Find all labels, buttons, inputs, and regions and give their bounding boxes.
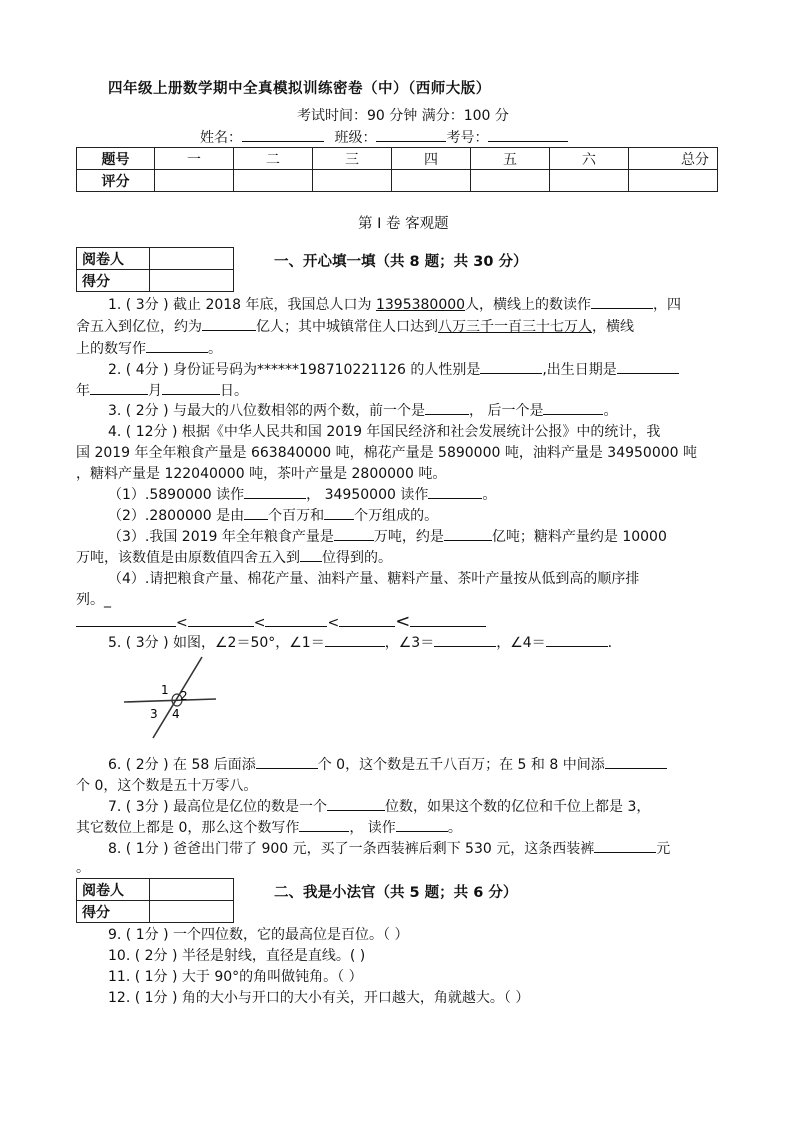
q3-text: 3. ( 2分 ) 与最大的八位数相邻的两个数，前一个是 — [108, 403, 425, 419]
question-7-line2 — [76, 818, 462, 839]
less-than: < — [176, 615, 188, 631]
less-than: < — [327, 615, 340, 631]
q7-text: ， 读作 — [349, 820, 396, 836]
q4-text: 万吨，约是 — [373, 529, 444, 545]
table-row — [77, 879, 234, 901]
q2-blank-gender[interactable] — [480, 360, 542, 374]
question-1-line3 — [76, 339, 222, 360]
table-cell: 二 — [234, 148, 313, 170]
q4-text: （2）.2800000 是由 — [108, 508, 245, 524]
table-row — [77, 270, 234, 292]
table-cell: 五 — [471, 148, 550, 170]
id-label: 考号： — [446, 130, 489, 146]
score-cell[interactable] — [471, 170, 550, 192]
table-cell: 评分 — [77, 170, 155, 192]
question-11: 11. ( 1分 ) 大于 90°的角叫做钝角。（ ） — [108, 969, 363, 985]
question-9: 9. ( 1分 ) 一个四位数，它的最高位是百位。（ ） — [108, 927, 409, 943]
question-6-line2: 个 0，这个数是五十万零八。 — [76, 778, 258, 794]
question-4-line1: 4. ( 12分 ) 根据《中华人民共和国 2019 年国民经济和社会发展统计公报》中的统计，我 — [108, 424, 661, 440]
question-4-line3: ，糖料产量是 122040000 吨，茶叶产量是 2800000 吨。 — [76, 466, 447, 482]
q7-blank-1[interactable] — [327, 797, 385, 811]
q2-text: 日。 — [220, 383, 248, 399]
student-info-line — [200, 127, 568, 147]
q4-text: 亿吨；糖料产量约是 10000 — [491, 529, 667, 545]
angle-label-3: 3 — [150, 707, 158, 721]
reviewer-cell[interactable] — [150, 879, 234, 901]
score-table — [76, 147, 718, 192]
q2-text: 2. ( 4分 ) 身份证号码为******198710221126 的人性别是 — [108, 362, 481, 378]
q8-text: 8. ( 1分 ) 爸爸出门带了 900 元，买了一条西装裤后剩下 530 元，这条西装裤 — [108, 841, 595, 857]
q7-blank-3[interactable] — [396, 818, 448, 832]
question-8-line1 — [108, 839, 670, 860]
q1-blank-1[interactable] — [591, 295, 653, 309]
q4-order-blank-1[interactable] — [76, 613, 176, 627]
q1-number: 1395380000 — [375, 297, 466, 313]
name-label: 姓名： — [200, 130, 242, 146]
question-2-line2 — [76, 381, 248, 402]
class-field[interactable] — [376, 127, 446, 142]
q4-blank-7[interactable] — [300, 548, 322, 562]
table-cell: 总分 — [629, 148, 718, 170]
q4-text: 。 — [482, 487, 497, 503]
table-cell: 一 — [155, 148, 234, 170]
q7-text: 其它数位上都是 0，那么这个数写作 — [76, 820, 300, 836]
table-cell: 题号 — [77, 148, 155, 170]
q6-blank-1[interactable] — [256, 755, 318, 769]
question-4-sub4b: 列。_ — [76, 592, 111, 608]
question-4-sub3b — [76, 548, 392, 569]
question-10: 10. ( 2分 ) 半径是射线，直径是直线。( ) — [108, 948, 366, 964]
question-4-sub1 — [108, 485, 496, 506]
q5-text: ，∠3＝ — [384, 635, 435, 651]
q5-text: ，∠4＝ — [496, 635, 546, 651]
id-field[interactable] — [488, 127, 568, 142]
q5-text: . — [607, 635, 613, 651]
score-label: 得分 — [77, 270, 150, 292]
question-4-sub2 — [108, 506, 438, 527]
angle-label-2: 2 — [180, 689, 188, 703]
score-cell[interactable] — [313, 170, 392, 192]
q3-text: ， 后一个是 — [469, 403, 544, 419]
q6-blank-2[interactable] — [605, 755, 667, 769]
q1-text: 人，横线上的数读作 — [465, 297, 592, 313]
table-row — [77, 170, 718, 192]
table-cell: 六 — [550, 148, 629, 170]
q1-text: 上的数写作 — [76, 341, 146, 357]
table-cell: 三 — [313, 148, 392, 170]
q4-order-blank-2[interactable] — [188, 613, 254, 627]
q4-blank-4[interactable] — [324, 506, 354, 520]
q5-blank-3[interactable] — [546, 633, 608, 647]
question-6-line1 — [108, 755, 667, 776]
reviewer-cell[interactable] — [150, 248, 234, 270]
score-cell[interactable] — [550, 170, 629, 192]
question-4-line2: 国 2019 年全年粮食产量是 663840000 吨，棉花产量是 5890000 吨，油料产量是 34950000 吨 — [76, 445, 698, 461]
q4-order-blank-5[interactable] — [410, 613, 486, 627]
score-label: 得分 — [77, 901, 150, 923]
question-7-line1 — [108, 797, 650, 818]
angle-label-4: 4 — [172, 707, 180, 721]
q4-order-blank-3[interactable] — [265, 613, 327, 627]
q1-text: ，横线 — [592, 319, 634, 335]
q6-text: 个 0，这个数是五千八百万；在 5 和 8 中间添 — [317, 757, 605, 773]
q4-text: （1）.5890000 读作 — [108, 487, 245, 503]
q6-text: 6. ( 2分 ) 在 58 后面添 — [108, 757, 256, 773]
q5-text: 5. ( 3分 ) 如图，∠2＝50°，∠1＝ — [108, 635, 325, 651]
q7-blank-2[interactable] — [299, 818, 349, 832]
q3-blank-1[interactable] — [425, 401, 469, 415]
q2-blank-day[interactable] — [162, 381, 220, 395]
question-3 — [108, 401, 617, 422]
volume-title: 第 I 卷 客观题 — [358, 216, 449, 232]
q1-text: 1. ( 3分 ) 截止 2018 年底，我国总人口为 — [108, 297, 376, 313]
q7-text: 。 — [447, 820, 462, 836]
exam-info: 考试时间：90 分钟 满分：100 分 — [297, 108, 509, 124]
q4-text: 个万组成的。 — [354, 508, 439, 524]
q5-blank-2[interactable] — [434, 633, 496, 647]
section1-title: 一、开心填一填（共 8 题；共 30 分） — [274, 254, 528, 270]
page-title: 四年级上册数学期中全真模拟训练密卷（中）（西师大版） — [108, 81, 491, 97]
reviewer-box — [76, 247, 234, 292]
q1-number-words: 八万三千一百三十七万人 — [438, 319, 592, 335]
q1-text: 。 — [208, 341, 222, 357]
question-4-order — [76, 611, 486, 634]
q4-blank-1[interactable] — [244, 485, 306, 499]
q5-blank-1[interactable] — [325, 633, 385, 647]
reviewer-label: 阅卷人 — [77, 879, 150, 901]
question-4-sub3 — [108, 527, 667, 548]
q1-blank-2[interactable] — [202, 317, 256, 331]
class-label: 班级： — [334, 130, 377, 146]
reviewer-label: 阅卷人 — [77, 248, 150, 270]
q2-blank-year[interactable] — [617, 360, 679, 374]
q2-blank-month[interactable] — [90, 381, 148, 395]
question-1-line2 — [76, 317, 634, 338]
q7-text: 7. ( 3分 ) 最高位是亿位的数是一个 — [108, 799, 327, 815]
q1-blank-3[interactable] — [146, 339, 208, 353]
less-than: < — [395, 611, 411, 632]
q4-order-blank-4[interactable] — [339, 613, 395, 627]
q2-text: ,出生日期是 — [542, 362, 617, 378]
question-8-line2: 。 — [76, 860, 90, 876]
q3-text: 。 — [603, 403, 618, 419]
name-field[interactable] — [242, 127, 324, 142]
q2-text: 年 — [76, 383, 90, 399]
score-cell[interactable] — [150, 270, 234, 292]
q1-text: 亿人；其中城镇常住人口达到 — [256, 319, 438, 335]
less-than: < — [253, 615, 266, 631]
table-row — [77, 901, 234, 923]
q4-blank-6[interactable] — [444, 527, 492, 541]
score-cell[interactable] — [629, 170, 718, 192]
q4-blank-3[interactable] — [244, 506, 268, 520]
q4-text: （3）.我国 2019 年全年粮食产量是 — [108, 529, 334, 545]
reviewer-box-2 — [76, 878, 234, 923]
q4-blank-5[interactable] — [334, 527, 374, 541]
score-cell[interactable] — [234, 170, 313, 192]
q7-text: 位数，如果这个数的亿位和千位上都是 3， — [385, 799, 651, 815]
q4-blank-2[interactable] — [428, 485, 482, 499]
table-row — [77, 148, 718, 170]
q8-text: 元 — [656, 841, 671, 857]
section2-title: 二、我是小法官（共 5 题；共 6 分） — [274, 885, 518, 901]
table-row — [77, 248, 234, 270]
q8-blank-1[interactable] — [594, 839, 656, 853]
angle-figure — [120, 652, 220, 742]
score-cell[interactable] — [155, 170, 234, 192]
angle-label-1: 1 — [161, 683, 169, 697]
q3-blank-2[interactable] — [543, 401, 603, 415]
q2-text: 月 — [148, 383, 162, 399]
q1-text: ，四 — [653, 297, 682, 313]
question-5 — [108, 633, 612, 654]
q4-text: ， 34950000 读作 — [306, 487, 429, 503]
score-cell[interactable] — [150, 901, 234, 923]
question-12: 12. ( 1分 ) 角的大小与开口的大小有关，开口越大，角就越大。（ ） — [108, 990, 530, 1006]
question-2-line1 — [108, 360, 679, 381]
question-4-sub4: （4）.请把粮食产量、棉花产量、油料产量、糖料产量、茶叶产量按从低到高的顺序排 — [108, 571, 640, 587]
q4-text: 个百万和 — [268, 508, 325, 524]
q1-text: 舍五入到亿位，约为 — [76, 319, 202, 335]
question-1-line1 — [108, 295, 681, 316]
q4-text: 万吨，该数值是由原数值四舍五入到 — [76, 550, 300, 566]
q4-text: 位得到的。 — [322, 550, 392, 566]
score-cell[interactable] — [392, 170, 471, 192]
table-cell: 四 — [392, 148, 471, 170]
